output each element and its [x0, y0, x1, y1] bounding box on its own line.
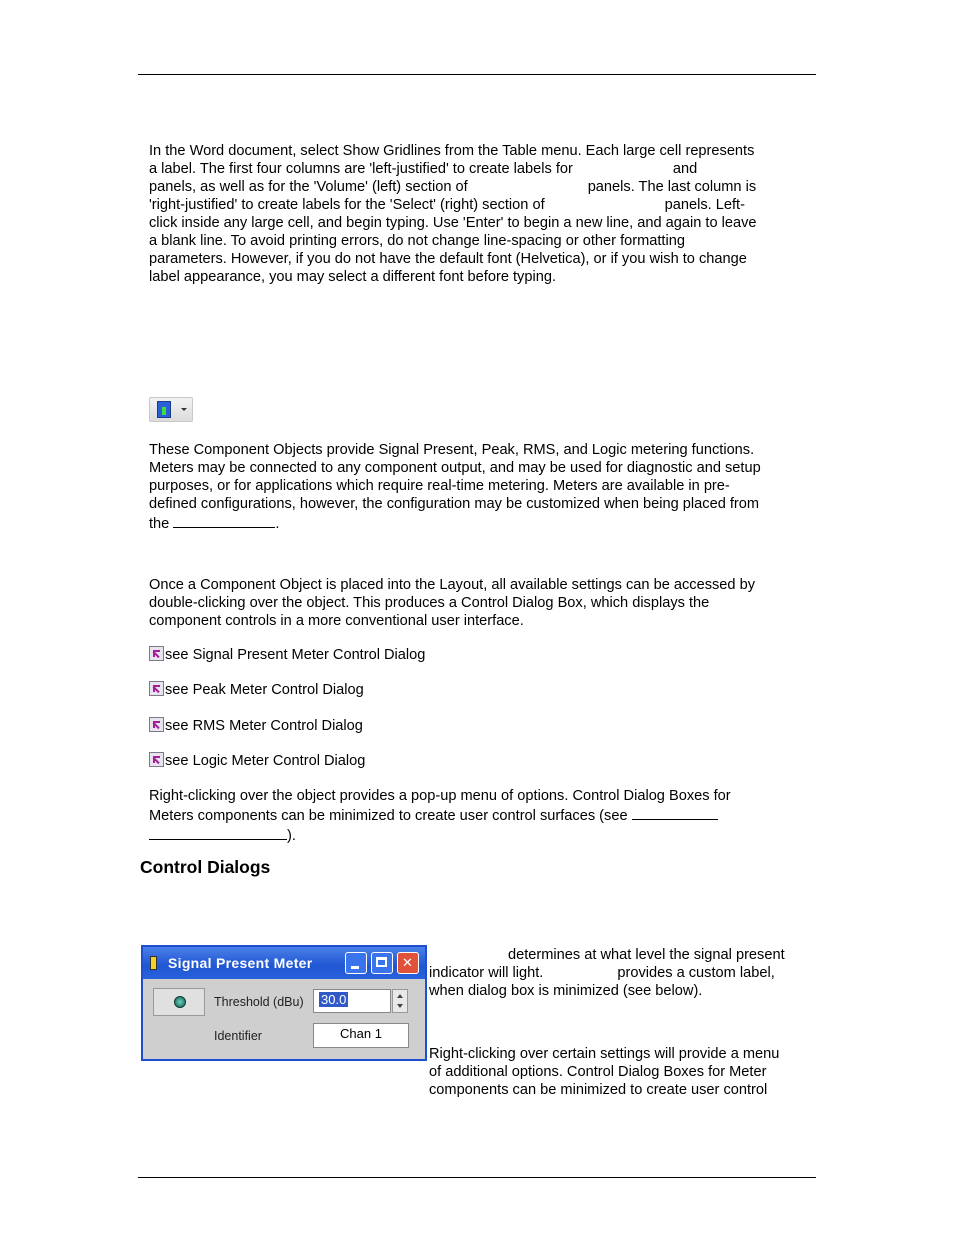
footer-rule	[138, 1177, 816, 1178]
header-rule	[138, 74, 816, 75]
side-line: Right-clicking over certain settings will provide a menu	[429, 1046, 780, 1062]
intro-line: a label. The first four columns are 'left-justified' to create labels for and	[149, 161, 698, 177]
cross-reference-link[interactable]	[173, 513, 275, 528]
dialog-title: Signal Present Meter	[168, 955, 313, 971]
side-line: of additional options. Control Dialog Boxes for Meter	[429, 1064, 767, 1080]
jump-arrow-icon	[149, 752, 164, 767]
see-link-signal-present[interactable]: see Signal Present Meter Control Dialog	[149, 645, 425, 665]
rightclick-line: ).	[149, 825, 809, 845]
side-line: indicator will light. provides a custom label,	[429, 965, 775, 981]
meter-app-icon	[150, 956, 157, 970]
threshold-input[interactable]	[313, 989, 391, 1013]
side-line: when dialog box is minimized (see below).	[429, 983, 703, 999]
caret-down-icon	[181, 408, 187, 411]
jump-arrow-icon	[149, 717, 164, 732]
side-text-2	[429, 1045, 813, 1099]
signal-present-meter-dialog	[141, 945, 427, 1061]
rightclick-paragraph	[149, 787, 809, 845]
see-link-peak[interactable]: see Peak Meter Control Dialog	[149, 680, 364, 700]
minimize-button[interactable]	[345, 952, 367, 974]
meters-line: the .	[149, 513, 809, 533]
meters-line: defined configurations, however, the configuration may be customized when being placed from	[149, 496, 760, 512]
intro-line: parameters. However, if you do not have the default font (Helvetica), or if you wish to change	[149, 251, 747, 267]
layout-line: component controls in a more conventional user interface.	[149, 613, 524, 629]
close-button[interactable]	[397, 952, 419, 974]
cross-reference-link[interactable]	[632, 805, 718, 820]
side-line: components can be minimized to create user control	[429, 1082, 768, 1098]
see-link-logic[interactable]: see Logic Meter Control Dialog	[149, 751, 365, 771]
rightclick-line: Right-clicking over the object provides a pop-up menu of options. Control Dialog Boxes for	[149, 788, 731, 804]
signal-indicator-led	[153, 988, 205, 1016]
section-heading: Control Dialogs	[140, 857, 271, 877]
identifier-input[interactable]: Chan 1	[313, 1023, 409, 1048]
threshold-spinner[interactable]	[392, 989, 408, 1013]
side-text-1	[429, 946, 813, 1000]
layout-paragraph	[149, 576, 809, 630]
intro-paragraph	[149, 142, 809, 286]
rightclick-line: Meters components can be minimized to create user control surfaces (see	[149, 805, 809, 825]
layout-line: double-clicking over the object. This produces a Control Dialog Box, which displays the	[149, 595, 710, 611]
meters-line: Meters may be connected to any component output, and may be used for diagnostic and setup	[149, 460, 761, 476]
dialog-body	[143, 979, 425, 1059]
side-line: determines at what level the signal present	[508, 947, 785, 963]
meter-icon	[157, 401, 171, 418]
intro-line: 'right-justified' to create labels for the 'Select' (right) section of panels. Left-	[149, 197, 745, 213]
meters-paragraph	[149, 441, 809, 533]
threshold-value: 30.0	[321, 992, 347, 1007]
jump-arrow-icon	[149, 646, 164, 661]
identifier-label: Identifier	[214, 1029, 262, 1043]
meters-toolbar-button[interactable]	[149, 397, 193, 422]
meters-line: purposes, or for applications which require real-time metering. Meters are available in pre-	[149, 478, 730, 494]
jump-arrow-icon	[149, 681, 164, 696]
maximize-button[interactable]	[371, 952, 393, 974]
threshold-label: Threshold (dBu)	[214, 995, 304, 1009]
see-link-rms[interactable]: see RMS Meter Control Dialog	[149, 716, 363, 736]
meters-line: These Component Objects provide Signal Present, Peak, RMS, and Logic metering functions.	[149, 442, 755, 458]
intro-line: panels, as well as for the 'Volume' (left) section of panels. The last column is	[149, 179, 757, 195]
intro-line: label appearance, you may select a different font before typing.	[149, 269, 556, 285]
layout-line: Once a Component Object is placed into the Layout, all available settings can be accessed by	[149, 577, 756, 593]
intro-line: In the Word document, select Show Gridlines from the Table menu. Each large cell represents	[149, 143, 755, 159]
intro-line: a blank line. To avoid printing errors, do not change line-spacing or other formatting	[149, 233, 685, 249]
cross-reference-link-cont[interactable]	[149, 825, 287, 840]
intro-line: click inside any large cell, and begin typing. Use 'Enter' to begin a new line, and again to leave	[149, 215, 757, 231]
dialog-titlebar[interactable]	[143, 947, 425, 979]
